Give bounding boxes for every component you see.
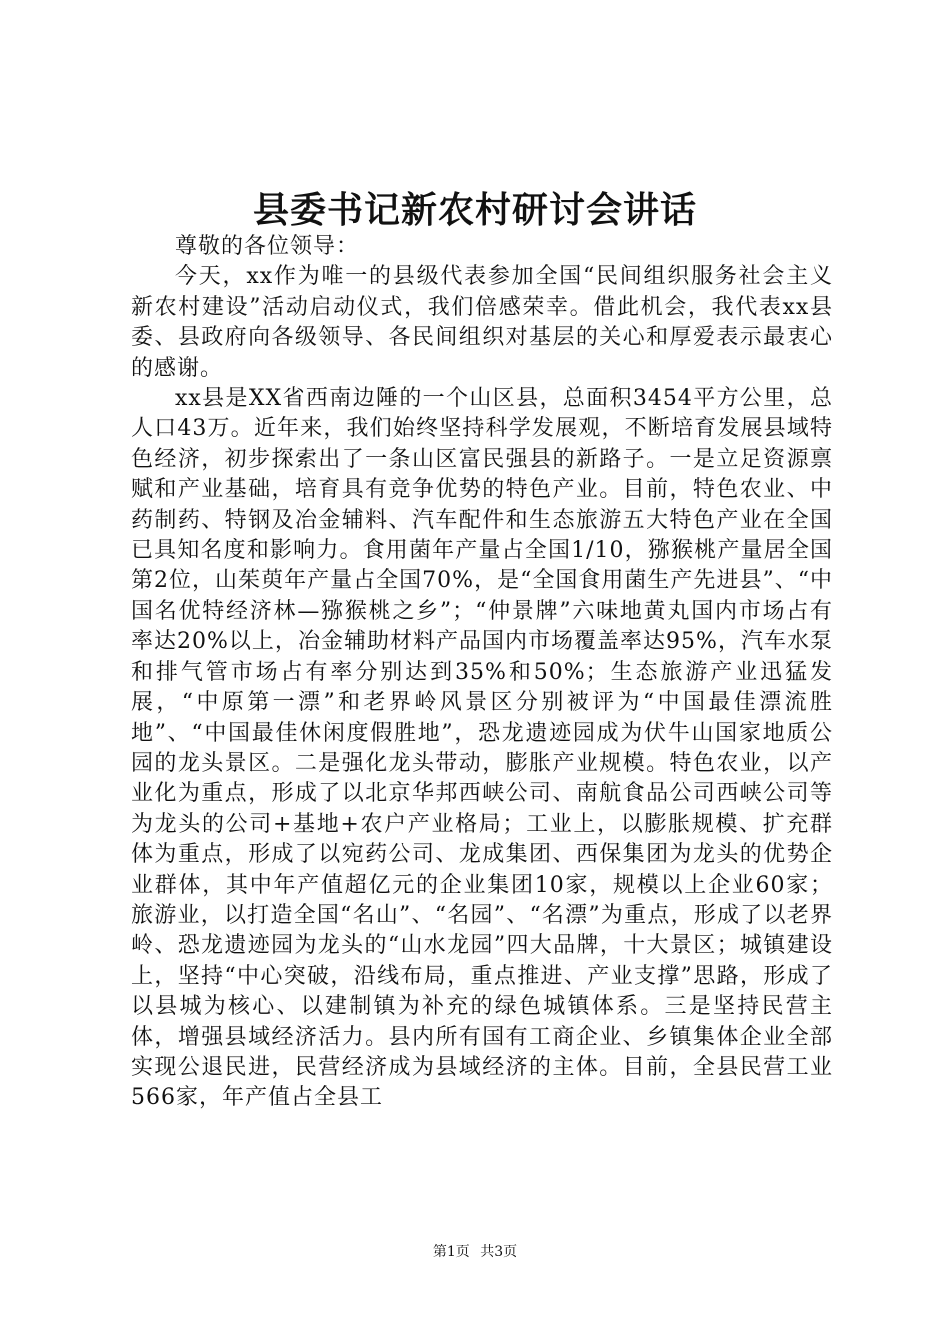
document-body xyxy=(131,232,833,1114)
salutation: 尊敬的各位领导： xyxy=(175,234,360,259)
paragraph-intro: 今天，xx作为唯一的县级代表参加全国“民间组织服务社会主义新农村建设”活动启动仪式，我们倍感荣幸。借此机会，我代表xx县委、县政府向各级领导、各民间组织对基层的关心和厚爱表示最衷心的感谢。 xyxy=(131,264,833,381)
page-footer xyxy=(0,1242,950,1262)
document-title: 县委书记新农村研讨会讲话 xyxy=(252,189,697,231)
page-total: 共3页 xyxy=(480,1244,518,1260)
page-number: 第1页 xyxy=(432,1244,470,1260)
paragraph-county-overview: xx县是XX省西南边陲的一个山区县，总面积3454平方公里，总人口43万。近年来，我们始终坚持科学发展观，不断培育发展县域特色经济，初步探索出了一条山区富民强县的新路子。一是立足资源禀赋和产业基础，培育具有竞争优势的特色产业。目前，特色农业、中药制药、特钢及冶金辅料、汽车配件和生态旅游五大特色产业在全国已具知名度和影响力。食用菌年产量占全国1/10，猕猴桃产量居全国第2位，山茱萸年产量占全国70%，是“全国食用菌生产先进县”、“中国名优特经济林—猕猴桃之乡”；“仲景牌”六味地黄丸国内市场占有率达20%以上，冶金辅助材料产品国内市场覆盖率达95%，汽车水泵和排气管市场占有率分别达到35%和50%；生态旅游产业迅猛发展，“中原第一漂”和老界岭风景区分别被评为“中国最佳漂流胜地”、“中国最佳休闲度假胜地”，恐龙遗迹园成为伏牛山国家地质公园的龙头景区。二是强化龙头带动，膨胀产业规模。特色农业，以产业化为重点，形成了以北京华邦西峡公司、南航食品公司西峡公司等为龙头的公司+基地+农户产业格局；工业上，以膨胀规模、扩充群体为重点，形成了以宛药公司、龙成集团、西保集团为龙头的优势企业群体，其中年产值超亿元的企业集团10家，规模以上企业60家；旅游业，以打造全国“名山”、“名园”、“名漂”为重点，形成了以老界岭、恐龙遗迹园为龙头的“山水龙园”四大品牌，十大景区；城镇建设上，坚持“中心突破，沿线布局，重点推进、产业支撑”思路，形成了以县城为核心、以建制镇为补充的绿色城镇体系。三是坚持民营主体，增强县域经济活力。县内所有国有工商企业、乡镇集体企业全部实现公退民进，民营经济成为县域经济的主体。目前，全县民营工业566家，年产值占全县工 xyxy=(131,386,833,1111)
